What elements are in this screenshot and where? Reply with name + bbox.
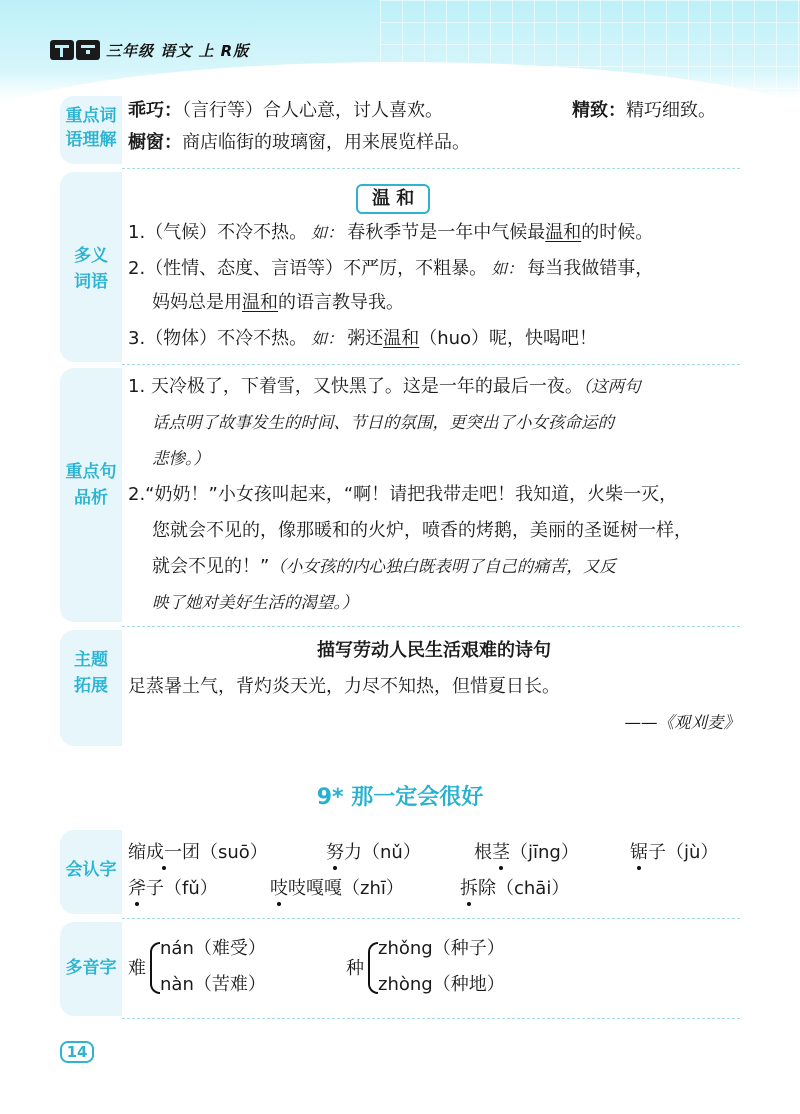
label-vocab-line2: 语理解 — [65, 130, 117, 150]
sentence-2-line-2: 您就会不见的，像那暖和的火炉，喷香的烤鹅，美丽的圣诞树一样， — [152, 520, 692, 541]
polyphone-2-reading-2: zhòng（种地） — [378, 974, 505, 995]
polyphone-1-reading-1: nán（难受） — [160, 938, 266, 959]
page-number: 14 — [60, 1041, 94, 1063]
polysemy-line-2: 2.（性情、态度、言语等）不严厉，不粗暴。 如： 每当我做错事， — [128, 258, 654, 279]
label-tab-vocab — [60, 96, 122, 164]
label-tab-theme — [60, 630, 122, 746]
divider — [122, 626, 740, 627]
brand-logo-icon — [50, 36, 102, 64]
recognize-item-3: 根茎（jīng） — [474, 842, 579, 863]
lesson-title: 9* 那一定会很好 — [316, 785, 484, 810]
section-recognize-chars — [60, 830, 740, 914]
sentence-2-note-2: 映了她对美好生活的渴望。） — [152, 593, 359, 612]
section-key-vocab — [60, 96, 740, 164]
recognize-item-6: 吱吱嘎嘎（zhī） — [270, 878, 404, 899]
label-tab-sentences — [60, 368, 122, 622]
theme-heading: 描写劳动人民生活艰难的诗句 — [317, 640, 551, 661]
divider — [122, 918, 740, 919]
polysemy-line-3: 3.（物体）不冷不热。 如： 粥还温和（huo）呢，快喝吧！ — [128, 328, 598, 349]
polyphone-1-reading-2: nàn（苦难） — [160, 974, 266, 995]
example-marker-icon: 如： — [491, 259, 524, 278]
divider — [122, 1018, 740, 1019]
brace-icon — [368, 942, 378, 994]
example-marker-icon: 如： — [311, 329, 344, 348]
label-tab-polysemy — [60, 172, 122, 362]
header-grade-subject: 三年级 语文 上 R版 — [106, 42, 250, 60]
label-tab-recognize — [60, 830, 122, 914]
divider — [122, 168, 740, 169]
sentence-1-note-2: 话点明了故事发生的时间、节日的氛围，更突出了小女孩命运的 — [152, 413, 614, 432]
polysemy-line-2-cont: 妈妈总是用温和的语言教导我。 — [152, 292, 404, 313]
sentence-1-note-3: 悲惨。） — [152, 449, 210, 468]
label-theme-line2: 拓展 — [74, 676, 108, 696]
sentence-2-line-3: 就会不见的！”（小女孩的内心独白既表明了自己的痛苦，又反 — [152, 556, 616, 577]
label-theme-line1: 主题 — [74, 650, 108, 670]
brace-icon — [150, 942, 160, 994]
label-polyphone: 多音字 — [65, 958, 117, 978]
label-vocab-line1: 重点词 — [65, 106, 117, 126]
section-polyphones — [60, 922, 740, 1016]
label-sentences-line2: 品析 — [74, 488, 108, 508]
section-key-sentences — [60, 368, 740, 622]
example-marker-icon: 如： — [311, 223, 344, 242]
polyphone-char-1: 难 — [128, 958, 146, 979]
recognize-item-7: 拆除（chāi） — [460, 878, 570, 899]
page-header — [0, 0, 800, 100]
vocab-item-2: 精致：精巧细致。 — [572, 100, 716, 121]
label-recognize: 会认字 — [65, 860, 117, 880]
label-tab-polyphone — [60, 922, 122, 1016]
label-polysemy-line2: 词语 — [74, 272, 108, 292]
vocab-item-1: 乖巧：（言行等）合人心意，讨人喜欢。 — [128, 100, 443, 121]
divider — [122, 364, 740, 365]
theme-source: ——《观刈麦》 — [624, 713, 740, 732]
label-polysemy-line1: 多义 — [74, 246, 108, 266]
label-sentences-line1: 重点句 — [65, 462, 117, 482]
polyphone-char-2: 种 — [346, 958, 364, 979]
sentence-1-line-1: 1. 天冷极了，下着雪，又快黑了。这是一年的最后一夜。（这两句 — [128, 376, 641, 397]
polyphone-2-reading-1: zhǒng（种子） — [378, 938, 505, 959]
recognize-item-2: 努力（nǔ） — [326, 842, 421, 863]
polysemy-line-1: 1.（气候）不冷不热。 如： 春秋季节是一年中气候最温和的时候。 — [128, 222, 654, 243]
section-theme-extension — [60, 630, 740, 746]
vocab-item-3: 橱窗：商店临街的玻璃窗，用来展览样品。 — [128, 132, 470, 153]
polysemy-word-box: 温 和 — [356, 184, 430, 214]
theme-poem: 足蒸暑土气，背灼炎天光，力尽不知热，但惜夏日长。 — [128, 676, 560, 697]
recognize-item-1: 缩成一团（suō） — [128, 842, 268, 863]
section-polysemy — [60, 172, 740, 362]
recognize-item-5: 斧子（fǔ） — [128, 878, 218, 899]
recognize-item-4: 锯子（jù） — [630, 842, 719, 863]
sentence-2-line-1: 2.“奶奶！”小女孩叫起来，“啊！请把我带走吧！我知道，火柴一灭， — [128, 484, 678, 505]
